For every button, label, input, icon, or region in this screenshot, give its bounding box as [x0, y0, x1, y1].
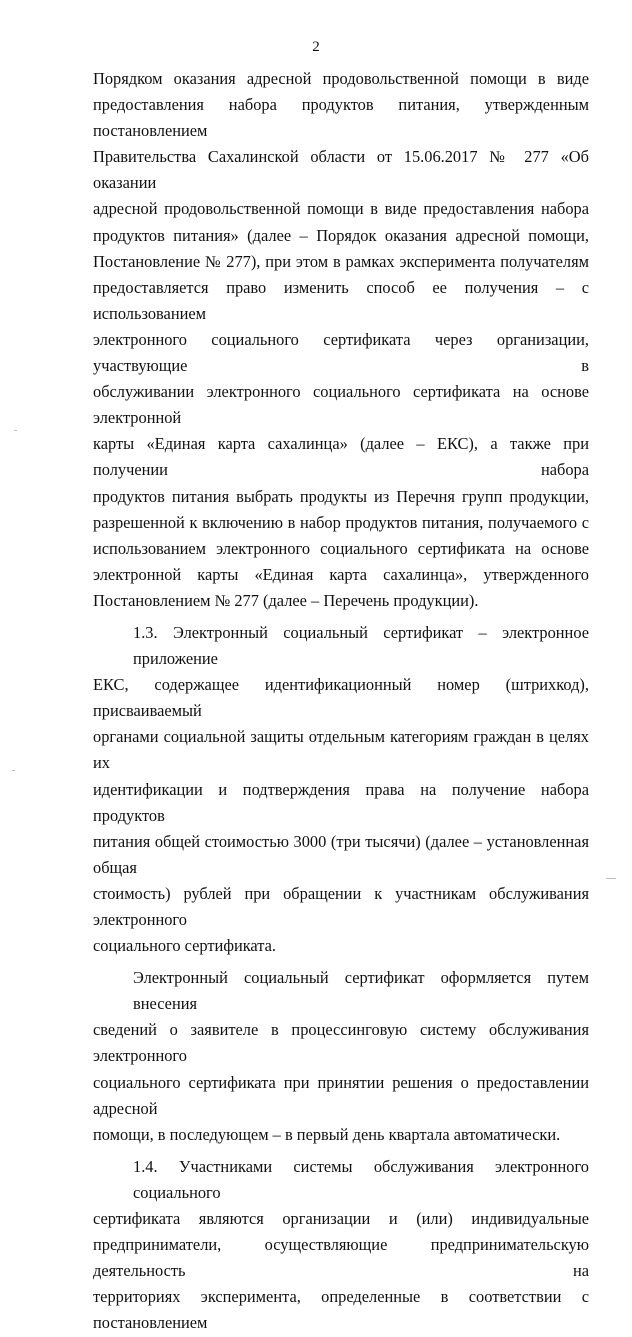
- text-line: сведений о заявителе в процессинговую систему обслуживания электронного: [93, 1020, 589, 1066]
- paragraph-certificate-issuance: [93, 965, 589, 1148]
- text-line: питания общей стоимостью 3000 (три тысячи) (далее – установленная общая: [93, 831, 589, 877]
- text-line: органами социальной защиты отдельным категориям граждан в целях их: [93, 727, 589, 773]
- text-line: электронной карты «Единая карта сахалинца», утвержденного: [93, 564, 589, 584]
- text-line: Постановлением № 277 (далее – Перечень продукции).: [93, 590, 479, 610]
- scan-speck: [14, 430, 17, 431]
- text-line: продуктов питания» (далее – Порядок оказания адресной помощи,: [93, 225, 589, 245]
- text-line: карты «Единая карта сахалинца» (далее – ЕКС), а также при получении набора: [93, 434, 589, 480]
- paragraph-section-1-4: [93, 1154, 589, 1337]
- text-line: разрешенной к включению в набор продуктов питания, получаемого с: [93, 512, 589, 532]
- text-line: Электронный социальный сертификат оформляется путем внесения: [133, 968, 589, 1014]
- text-line: Порядком оказания адресной продовольственной помощи в виде: [93, 69, 589, 88]
- scan-speck: [606, 878, 616, 879]
- text-line: Постановление № 277), при этом в рамках эксперимента получателям: [93, 251, 589, 271]
- text-line: обслуживании электронного социального сертификата на основе электронной: [93, 382, 589, 428]
- text-line: предприниматели, осуществляющие предпринимательскую деятельность на: [93, 1235, 589, 1281]
- text-line: предоставления набора продуктов питания, утвержденным постановлением: [93, 95, 589, 141]
- text-line: стоимость) рублей при обращении к участникам обслуживания электронного: [93, 883, 589, 929]
- text-line: электронного социального сертификата через организации, участвующие в: [93, 329, 589, 376]
- text-line: 1.4. Участниками системы обслуживания электронного социального: [133, 1156, 589, 1202]
- text-line: адресной продовольственной помощи в виде предоставления набора: [93, 199, 589, 219]
- text-line: Правительства Сахалинской области от 15.06.2017 № 277 «Об оказании: [93, 147, 589, 193]
- page-number: 2: [312, 39, 320, 55]
- document-body: [93, 66, 589, 1337]
- text-line: использованием электронного социального сертификата на основе: [93, 538, 589, 558]
- text-line: ЕКС, содержащее идентификационный номер (штрихкод), присваиваемый: [93, 675, 589, 721]
- text-line: предоставляется право изменить способ ее получения – с использованием: [93, 277, 589, 323]
- text-line: помощи, в последующем – в первый день квартала автоматически.: [93, 1124, 561, 1144]
- scan-speck: [12, 770, 15, 771]
- paragraph-order-reference: [93, 66, 589, 614]
- paragraph-section-1-3: [93, 620, 589, 959]
- text-line: сертификата являются организации и (или) индивидуальные: [93, 1209, 589, 1229]
- text-line: территориях эксперимента, определенные в соответствии с постановлением: [93, 1287, 589, 1333]
- text-line: продуктов питания выбрать продукты из Перечня групп продукции,: [93, 486, 589, 506]
- text-line: социального сертификата при принятии решения о предоставлении адресной: [93, 1072, 589, 1118]
- text-line: 1.3. Электронный социальный сертификат – электронное приложение: [133, 622, 589, 669]
- text-line: идентификации и подтверждения права на получение набора продуктов: [93, 779, 589, 825]
- text-line: социального сертификата.: [93, 936, 277, 956]
